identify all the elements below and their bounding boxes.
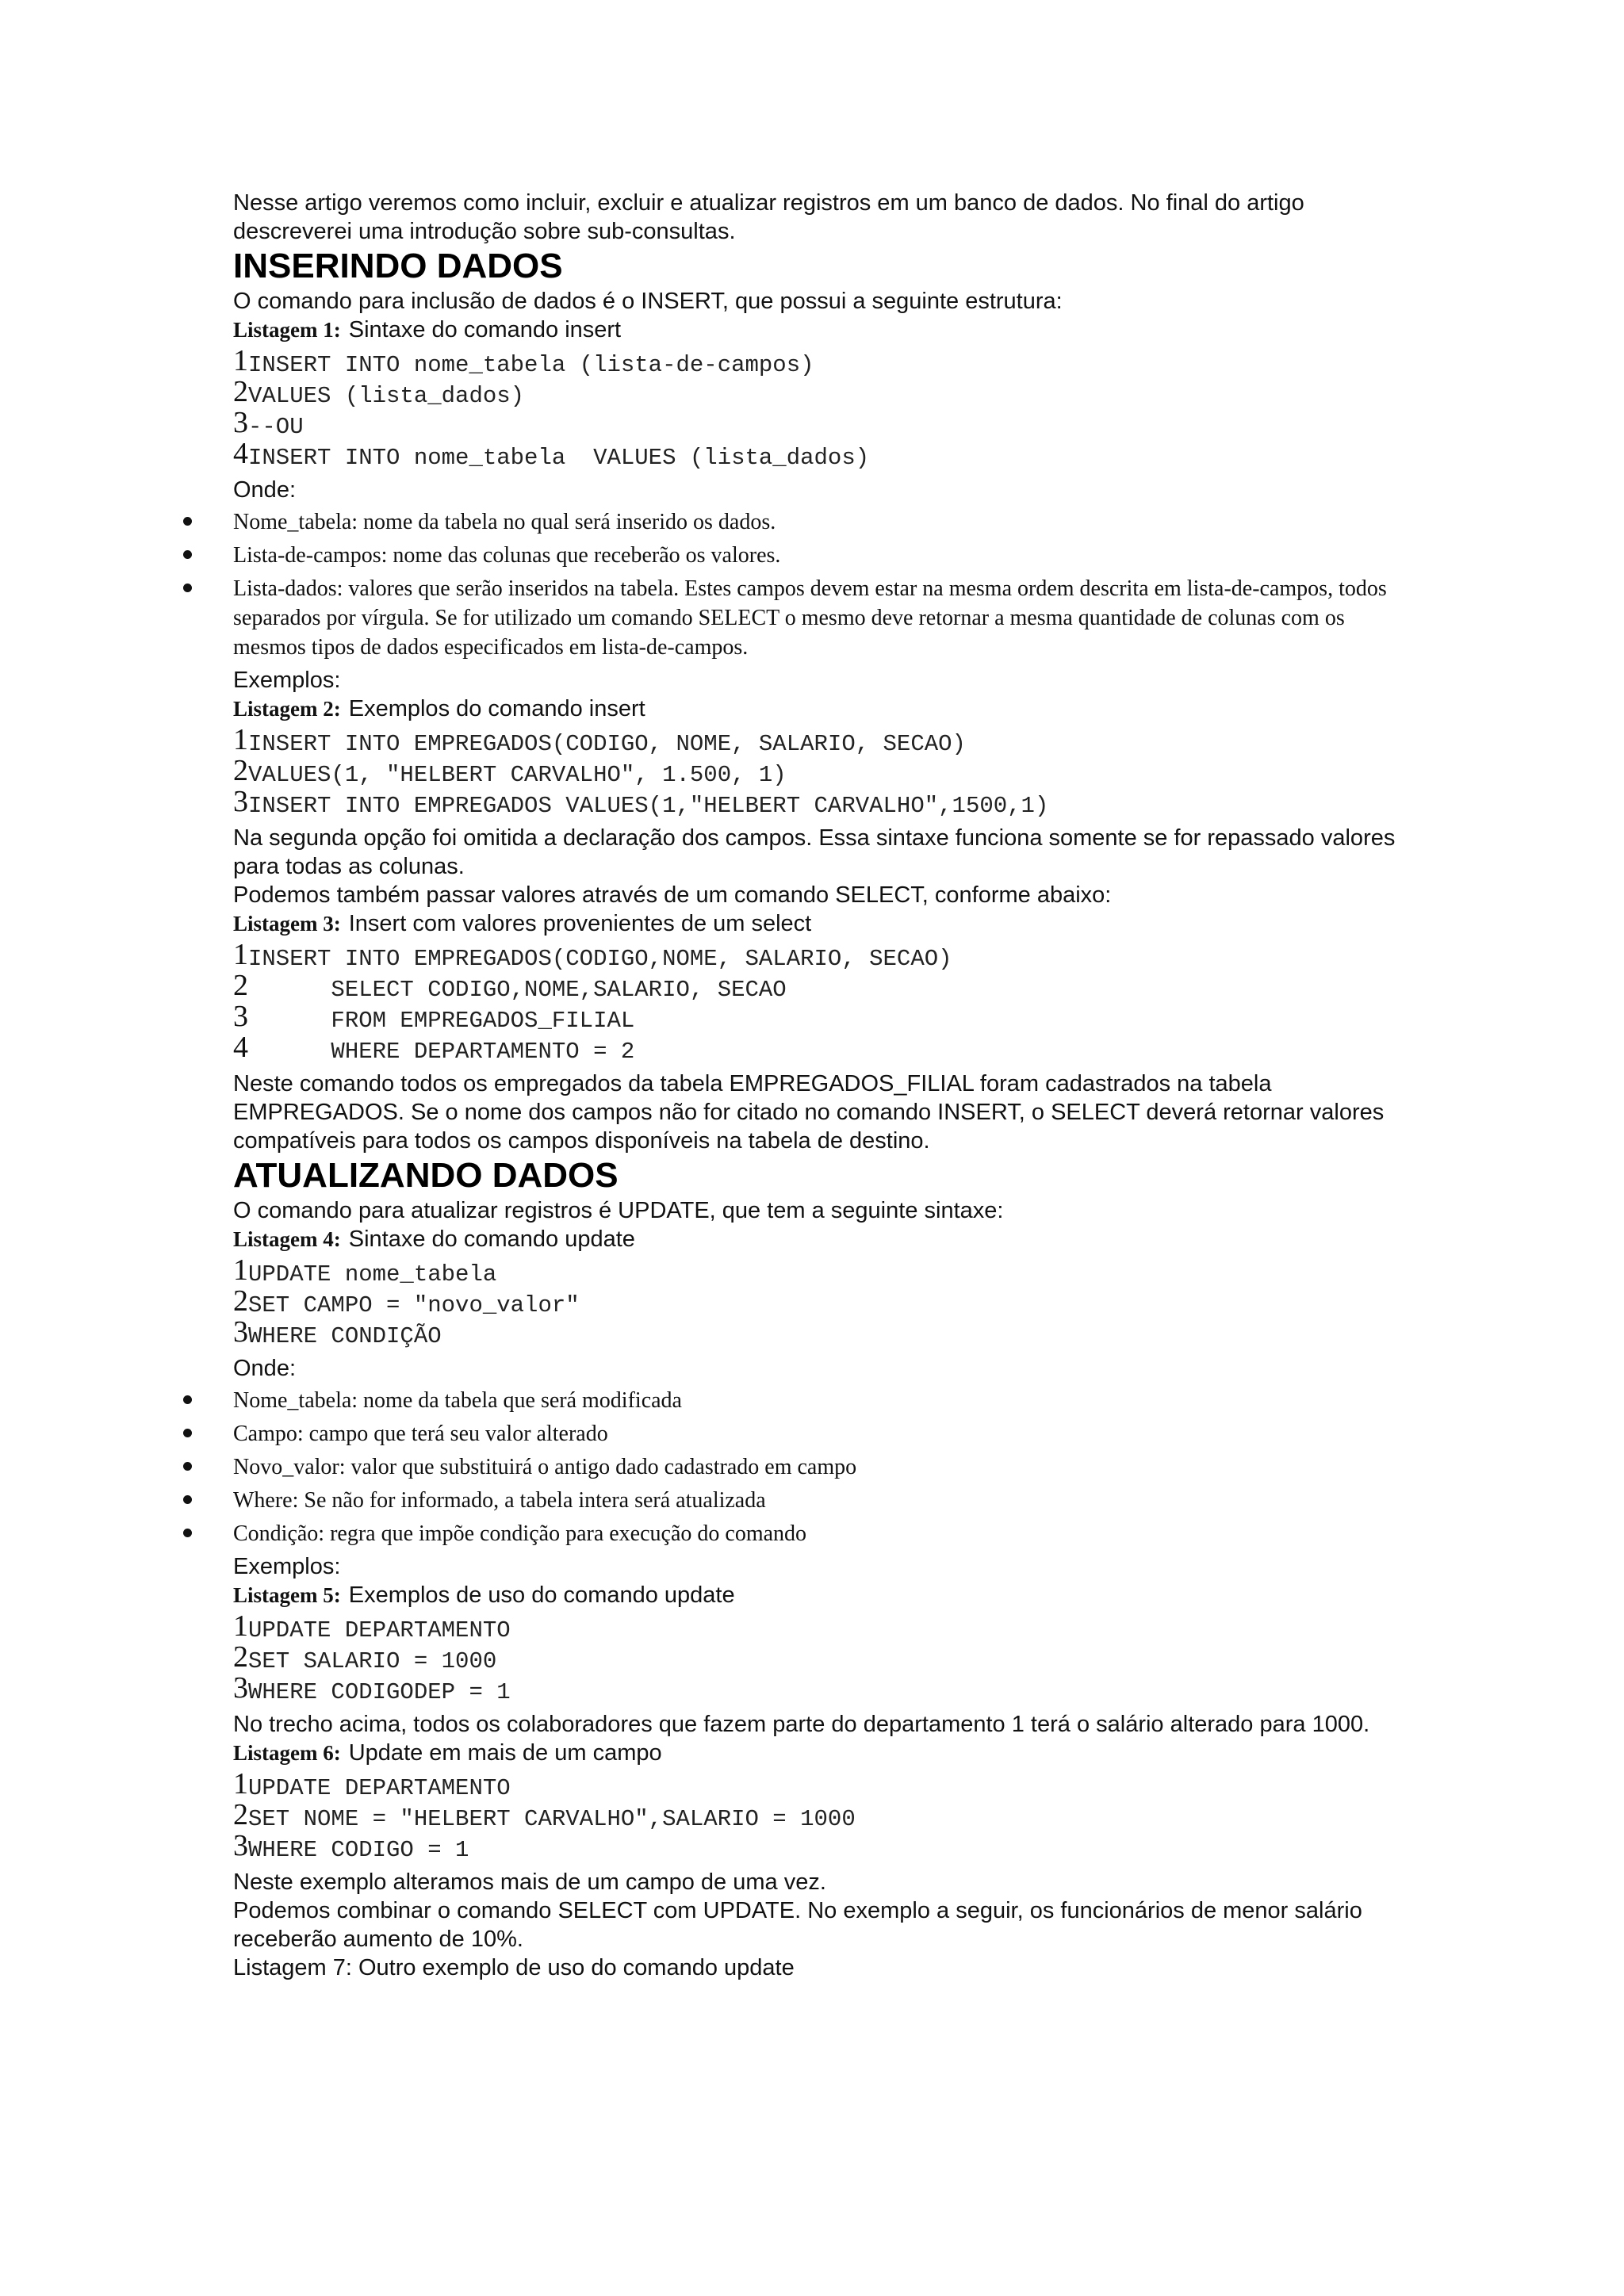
code-line <box>233 1767 1423 1801</box>
bullet-icon <box>183 1462 192 1471</box>
listing-3-title: Insert com valores provenientes de um select <box>348 911 812 936</box>
trecho-paragraph: No trecho acima, todos os colaboradores que fazem parte do departamento 1 terá o salário alterado para 1000. <box>233 1712 1370 1737</box>
code-line <box>233 1609 1423 1644</box>
listing-1-title: Sintaxe do comando insert <box>348 317 622 342</box>
code-text: VALUES(1, "HELBERT CARVALHO", 1.500, 1) <box>248 762 787 788</box>
listing-2-caption <box>233 695 1423 723</box>
list-item <box>233 1386 1423 1415</box>
line-number: 3 <box>233 406 248 439</box>
bullet-icon <box>183 1529 192 1537</box>
listing-4-title: Sintaxe do comando update <box>348 1226 635 1252</box>
code-text: WHERE CODIGO = 1 <box>248 1837 469 1863</box>
list-item-text: Condição: regra que impõe condição para execução do comando <box>233 1521 807 1546</box>
heading-inserindo-dados: INSERINDO DADOS <box>233 247 563 285</box>
bullet-icon <box>183 517 192 526</box>
bullet-icon <box>183 550 192 559</box>
list-item <box>233 1452 1423 1482</box>
line-number: 3 <box>233 785 248 818</box>
bullet-icon <box>183 584 192 592</box>
code-text: --OU <box>248 414 304 440</box>
listing-6-title: Update em mais de um campo <box>348 1740 662 1766</box>
update-params-list <box>233 1386 1423 1548</box>
list-item-text: Novo_valor: valor que substituirá o antigo dado cadastrado em campo <box>233 1455 857 1479</box>
list-item-text: Campo: campo que terá seu valor alterado <box>233 1422 608 1446</box>
combinar-paragraph: Podemos combinar o comando SELECT com UPDATE. No exemplo a seguir, os funcionários de menor salário receberão aumento de 10%. <box>233 1898 1369 1952</box>
listing-4-code <box>233 1253 1423 1349</box>
code-text: UPDATE nome_tabela <box>248 1261 497 1288</box>
code-text: INSERT INTO EMPREGADOS VALUES(1,"HELBERT CARVALHO",1500,1) <box>248 793 1049 819</box>
insert-params-list <box>233 507 1423 662</box>
list-item-text: Nome_tabela: nome da tabela que será modificada <box>233 1388 682 1413</box>
line-number: 1 <box>233 344 248 377</box>
exemplos-label: Exemplos: <box>233 1554 341 1579</box>
list-item-text: Lista-de-campos: nome das colunas que receberão os valores. <box>233 543 781 568</box>
onde-label: Onde: <box>233 1356 296 1381</box>
code-line <box>233 969 1423 1003</box>
listing-4-label: Listagem 4: <box>233 1227 341 1251</box>
code-text: SET NOME = "HELBERT CARVALHO",SALARIO = 1000 <box>248 1806 856 1832</box>
code-text: INSERT INTO EMPREGADOS(CODIGO, NOME, SALARIO, SECAO) <box>248 731 966 757</box>
code-line <box>233 754 1423 788</box>
code-text: WHERE DEPARTAMENTO = 2 <box>248 1039 635 1065</box>
code-text: SET CAMPO = "novo_valor" <box>248 1292 580 1318</box>
line-number: 3 <box>233 1829 248 1862</box>
code-line <box>233 1253 1423 1288</box>
code-text: FROM EMPREGADOS_FILIAL <box>248 1008 635 1034</box>
code-text: VALUES (lista_dados) <box>248 383 525 409</box>
intro-paragraph: Nesse artigo veremos como incluir, excluir e atualizar registros em um banco de dados. No final do artigo descreverei uma introdução sobre sub-consultas. <box>233 190 1311 244</box>
code-text: UPDATE DEPARTAMENTO <box>248 1775 511 1801</box>
code-line <box>233 1000 1423 1034</box>
bullet-icon <box>183 1429 192 1437</box>
article-body <box>233 189 1423 1982</box>
listing-6-caption <box>233 1739 1423 1767</box>
code-line <box>233 1798 1423 1832</box>
line-number: 4 <box>233 1031 248 1064</box>
bullet-icon <box>183 1395 192 1404</box>
listing-3-caption <box>233 909 1423 938</box>
listing-5-label: Listagem 5: <box>233 1583 341 1607</box>
line-number: 3 <box>233 1315 248 1349</box>
listing-1-caption <box>233 316 1423 344</box>
code-text: INSERT INTO nome_tabela (lista-de-campos) <box>248 352 814 378</box>
code-text: SET SALARIO = 1000 <box>248 1648 497 1674</box>
list-item <box>233 507 1423 537</box>
listing-6-code <box>233 1767 1423 1863</box>
code-line <box>233 406 1423 440</box>
code-text: INSERT INTO nome_tabela VALUES (lista_dados) <box>248 445 870 471</box>
list-item <box>233 541 1423 570</box>
code-line <box>233 938 1423 972</box>
list-item <box>233 1519 1423 1548</box>
code-line <box>233 1671 1423 1705</box>
omit-paragraph: Na segunda opção foi omitida a declaração dos campos. Essa sintaxe funciona somente se for repassado valores para todas as colunas. <box>233 825 1402 879</box>
exemplos-label: Exemplos: <box>233 668 341 693</box>
update-description: O comando para atualizar registros é UPDATE, que tem a seguinte sintaxe: <box>233 1198 1004 1223</box>
line-number: 4 <box>233 437 248 470</box>
list-item <box>233 1419 1423 1448</box>
line-number: 3 <box>233 1671 248 1705</box>
line-number: 1 <box>233 1253 248 1287</box>
mais-paragraph: Neste exemplo alteramos mais de um campo de uma vez. <box>233 1869 826 1895</box>
line-number: 2 <box>233 375 248 408</box>
list-item-text: Where: Se não for informado, a tabela intera será atualizada <box>233 1488 766 1513</box>
code-text: WHERE CONDIÇÃO <box>248 1323 442 1349</box>
line-number: 3 <box>233 1000 248 1033</box>
list-item <box>233 1486 1423 1515</box>
line-number: 2 <box>233 754 248 787</box>
onde-label: Onde: <box>233 477 296 503</box>
listing-1-code <box>233 344 1423 471</box>
listing-5-caption <box>233 1581 1423 1609</box>
heading-atualizando-dados: ATUALIZANDO DADOS <box>233 1156 619 1195</box>
listing-5-code <box>233 1609 1423 1705</box>
line-number: 1 <box>233 723 248 756</box>
code-text: SELECT CODIGO,NOME,SALARIO, SECAO <box>248 977 787 1003</box>
code-line <box>233 785 1423 819</box>
insert-description: O comando para inclusão de dados é o INSERT, que possui a seguinte estrutura: <box>233 289 1063 314</box>
listing-4-caption <box>233 1225 1423 1253</box>
line-number: 1 <box>233 938 248 971</box>
listing-3-code <box>233 938 1423 1065</box>
code-text: INSERT INTO EMPREGADOS(CODIGO,NOME, SALARIO, SECAO) <box>248 946 952 972</box>
select-paragraph: Podemos também passar valores através de um comando SELECT, conforme abaixo: <box>233 882 1112 908</box>
line-number: 2 <box>233 1640 248 1674</box>
line-number: 2 <box>233 1798 248 1831</box>
code-line <box>233 1315 1423 1349</box>
list-item-text: Lista-dados: valores que serão inseridos na tabela. Estes campos devem estar na mesma ordem descrita em lista-de-campos, todos separados por vírgula. Se for utilizado um comando SELECT o mesmo deve retornar a mesma quantidade de colunas com os mesmos tipos de dados especificados em lista-de-campos. <box>233 576 1387 660</box>
code-line <box>233 1284 1423 1318</box>
code-line <box>233 375 1423 409</box>
code-text: WHERE CODIGODEP = 1 <box>248 1679 511 1705</box>
code-line <box>233 723 1423 757</box>
list-item-text: Nome_tabela: nome da tabela no qual será inserido os dados. <box>233 510 776 534</box>
listing-2-title: Exemplos do comando insert <box>348 696 645 721</box>
code-line <box>233 1829 1423 1863</box>
listing-2-label: Listagem 2: <box>233 697 341 721</box>
listing-6-label: Listagem 6: <box>233 1741 341 1765</box>
line-number: 1 <box>233 1767 248 1800</box>
listing-1-label: Listagem 1: <box>233 318 341 342</box>
line-number: 1 <box>233 1609 248 1643</box>
code-line <box>233 344 1423 378</box>
code-line <box>233 1640 1423 1674</box>
filial-paragraph: Neste comando todos os empregados da tabela EMPREGADOS_FILIAL foram cadastrados na tabela EMPREGADOS. Se o nome dos campos não for citado no comando INSERT, o SELECT deverá retornar valores compatíveis para todos os campos disponíveis na tabela de destino. <box>233 1071 1391 1154</box>
line-number: 2 <box>233 969 248 1002</box>
code-text: UPDATE DEPARTAMENTO <box>248 1617 511 1644</box>
listing-2-code <box>233 723 1423 819</box>
listing-5-title: Exemplos de uso do comando update <box>348 1582 735 1608</box>
line-number: 2 <box>233 1284 248 1318</box>
listing-7-caption: Listagem 7: Outro exemplo de uso do comando update <box>233 1955 795 1980</box>
bullet-icon <box>183 1495 192 1504</box>
code-line <box>233 1031 1423 1065</box>
listing-3-label: Listagem 3: <box>233 912 341 936</box>
list-item <box>233 574 1423 662</box>
code-line <box>233 437 1423 471</box>
